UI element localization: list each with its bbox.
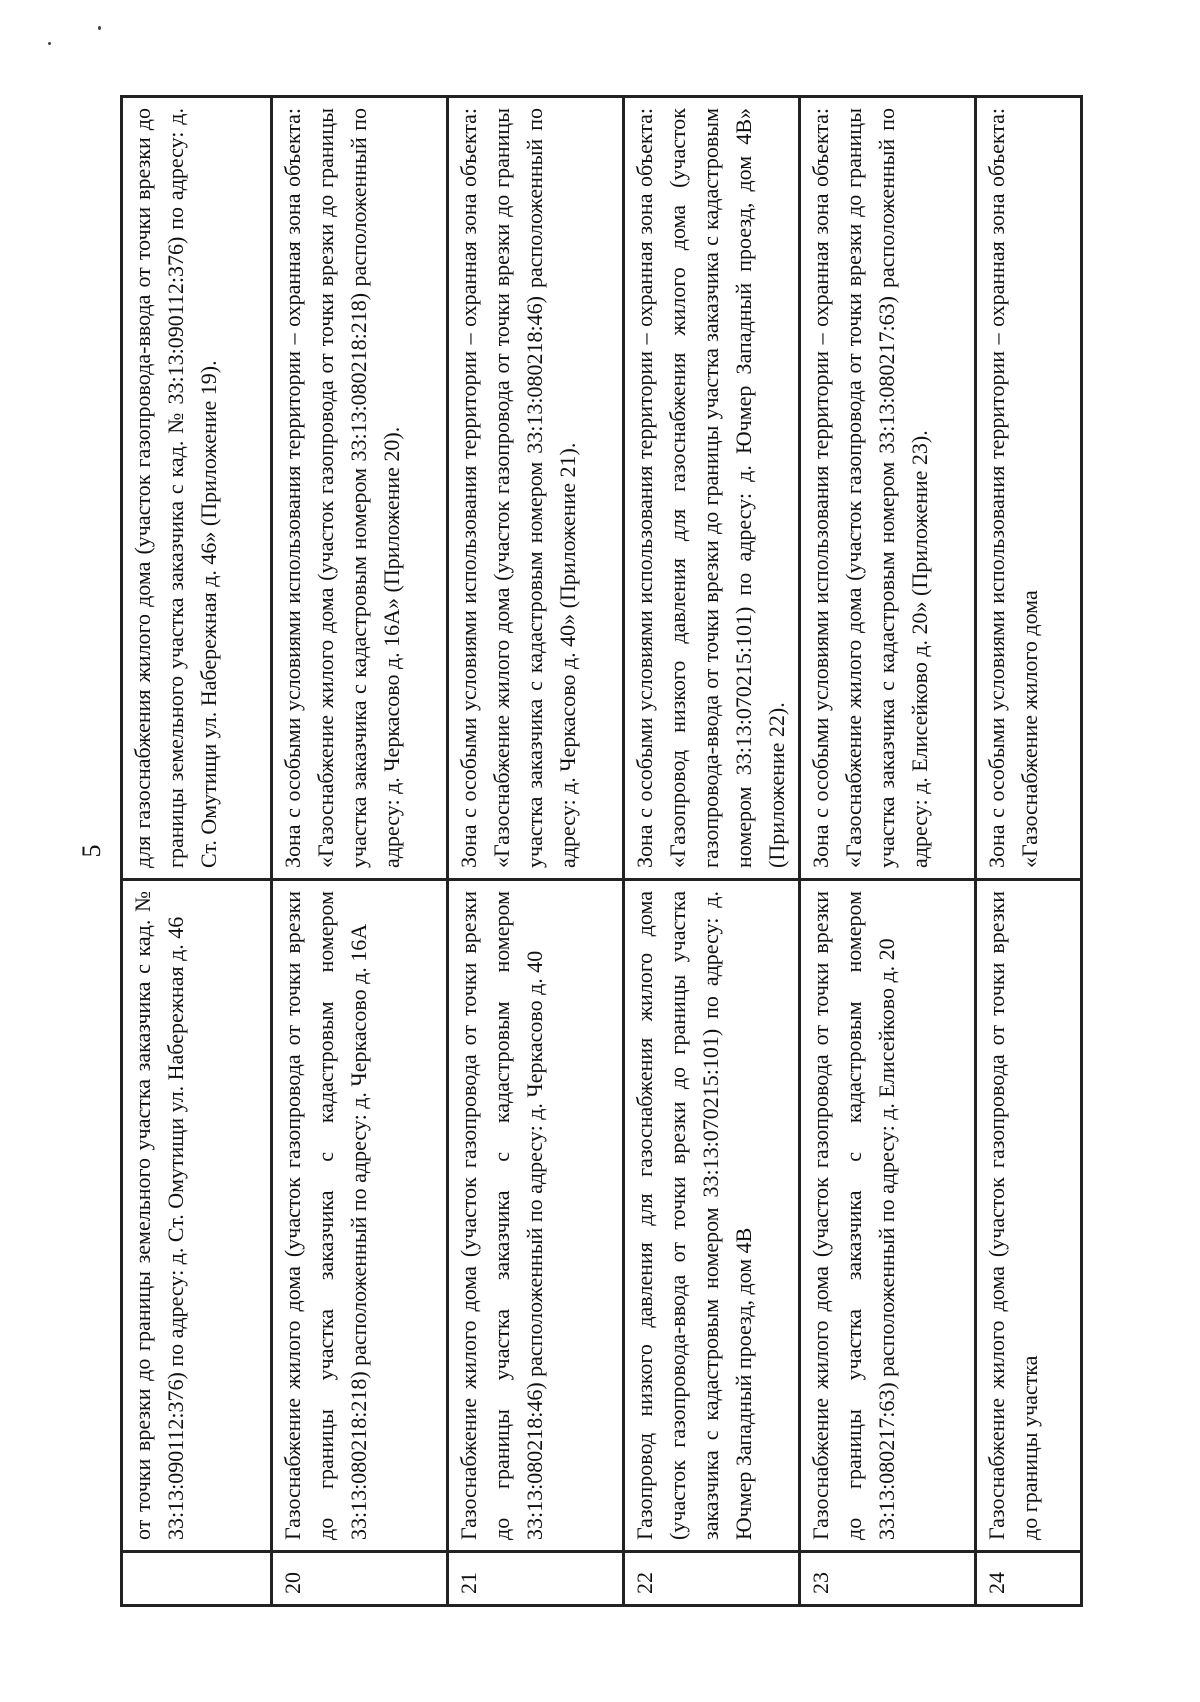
object-cell: Газопровод низкого давления для газоснабжения жилого дома (участок газопровода-ввода от точки врезки до границы участка заказчика с кадастровым номером 33:13:070215:101) по адресу: д. Ючмер Западный проезд, дом 4В: [624, 880, 800, 1552]
object-cell: Газоснабжение жилого дома (участок газопровода от точки врезки до границы участка заказчика с кадастровым номером 33:13:080218:218) расположенный по адресу: д. Черкасово д. 16А: [272, 880, 448, 1552]
object-cell: Газоснабжение жилого дома (участок газопровода от точки врезки до границы участка заказчика с кадастровым номером 33:13:080217:63) расположенный по адресу: д. Елисейково д. 20: [800, 880, 976, 1552]
table-row: [448, 97, 624, 1606]
page-number: 5: [77, 844, 106, 858]
scan-speck: [48, 42, 51, 45]
object-cell: Газоснабжение жилого дома (участок газопровода от точки врезки до границы участка заказчика с кадастровым номером 33:13:080218:46) расположенный по адресу: д. Черкасово д. 40: [448, 880, 624, 1552]
table-row: [976, 97, 1082, 1606]
row-number: 20: [272, 1552, 448, 1606]
table-row: [624, 97, 800, 1606]
table-row: [800, 97, 976, 1606]
row-number: 23: [800, 1552, 976, 1606]
scan-speck: [98, 26, 101, 30]
zone-cell: Зона с особыми условиями использования территории – охранная зона объекта: «Газоснабжение жилого дома (участок газопровода от точки врезки до границы участка заказчика с кадастровым номером 33:13:080217:63) расположенный по адресу: д. Елисейково д. 20» (Приложение 23).: [800, 97, 976, 880]
zone-cell: Зона с особыми условиями использования территории – охранная зона объекта: «Газоснабжение жилого дома: [976, 97, 1082, 880]
rotated-table-container: [120, 95, 1080, 1607]
zone-cell: Зона с особыми условиями использования территории – охранная зона объекта: «Газоснабжение жилого дома (участок газопровода от точки врезки до границы участка заказчика с кадастровым номером 33:13:080218:218) расположенный по адресу: д. Черкасово д. 16А» (Приложение 20).: [272, 97, 448, 880]
zone-cell: Зона с особыми условиями использования территории – охранная зона объекта: «Газопровод низкого давления для газоснабжения жилого дома (участок газопровода-ввода от точки врезки до границы участка заказчика с кадастровым номером 33:13:070215:101) по адресу: д. Ючмер Западный проезд, дом 4В» (Приложение 22).: [624, 97, 800, 880]
zone-cell: для газоснабжения жилого дома (участок газопровода-ввода от точки врезки до границы земельного участка заказчика с кад. № 33:13:090112:376) по адресу: д. Ст. Омутищи ул. Набережная д. 46» (Приложение 19).: [122, 97, 272, 880]
registry-table: [120, 95, 1083, 1607]
row-number: 22: [624, 1552, 800, 1606]
object-cell: Газоснабжение жилого дома (участок газопровода от точки врезки до границы участка: [976, 880, 1082, 1552]
row-number: [122, 1552, 272, 1606]
row-number: 21: [448, 1552, 624, 1606]
table-row: [122, 97, 272, 1606]
row-number: 24: [976, 1552, 1082, 1606]
table-row: [272, 97, 448, 1606]
zone-cell: Зона с особыми условиями использования территории – охранная зона объекта: «Газоснабжение жилого дома (участок газопровода от точки врезки до границы участка заказчика с кадастровым номером 33:13:080218:46) расположенный по адресу: д. Черкасово д. 40» (Приложение 21).: [448, 97, 624, 880]
object-cell: от точки врезки до границы земельного участка заказчика с кад. № 33:13:090112:376) по адресу: д. Ст. Омутищи ул. Набережная д. 46: [122, 880, 272, 1552]
